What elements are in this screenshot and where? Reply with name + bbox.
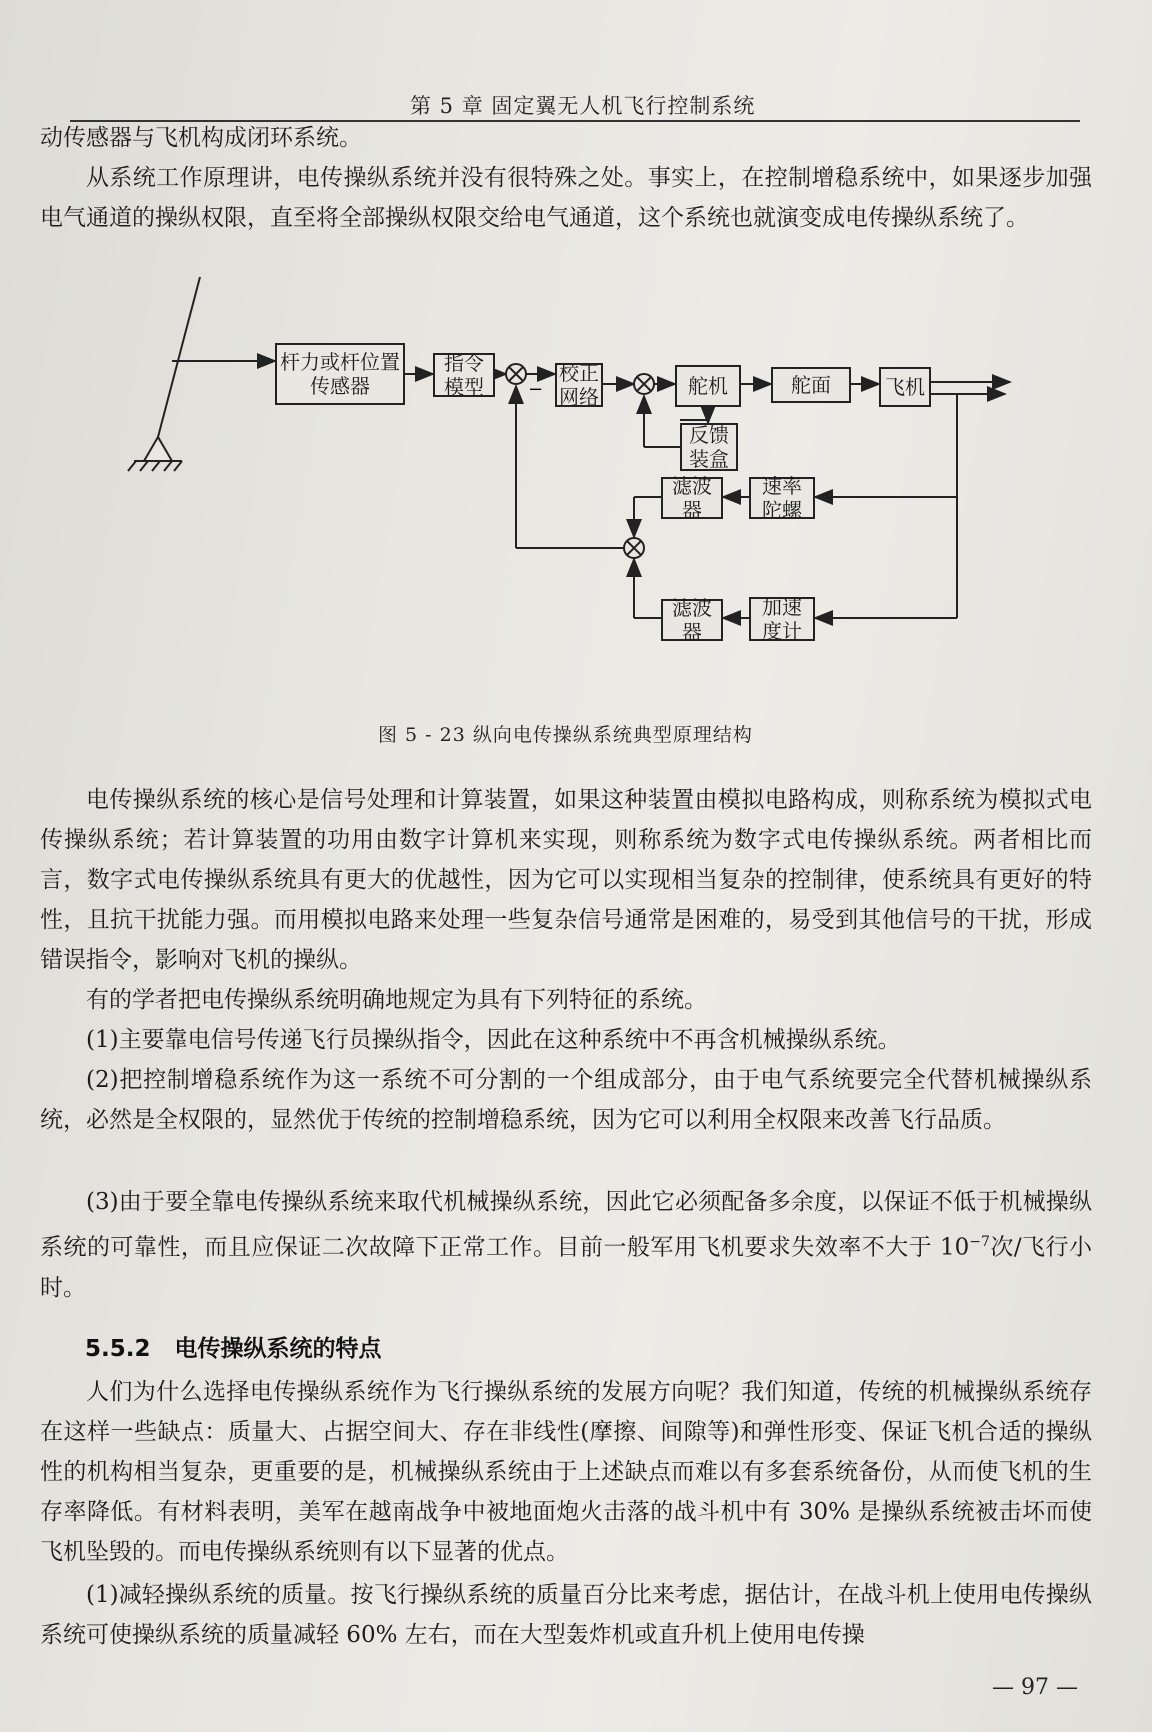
figure-caption: 图 5 - 23 纵向电传操纵系统典型原理结构 [378, 724, 753, 746]
paragraph-2: 电传操纵系统的核心是信号处理和计算装置，如果这种装置由模拟电路构成，则称系统为模拟式电传操纵系统；若计算装置的功用由数字计算机来实现，则称系统为数字式电传操纵系统。两者相比而言，数字式电传操纵系统具有更大的优越性，因为它可以实现相当复杂的控制律，使系统具有更好的特性，且抗干扰能力强。而用模拟电路来处理一些复杂信号通常是困难的，易受到其他信号的干扰，形成错误指令，影响对飞机的操纵。 [40, 787, 1092, 973]
control-surface-block: 舵面 [771, 367, 851, 403]
paragraph-7: 人们为什么选择电传操纵系统作为飞行操纵系统的发展方向呢？我们知道，传统的机械操纵系统存在这样一些缺点：质量大、占据空间大、存在非线性(摩擦、间隙等)和弹性形变、保证飞机合适的操纵性的机构相当复杂，更重要的是，机械操纵系统由于上述缺点而难以有多套系统备份，从而使飞机的生存率降低。有材料表明，美军在越南战争中被地面炮火击落的战斗机中有 30% 是操纵系统被击坏而使飞机坠毁的。而电传操纵系统则有以下显著的优点。 [40, 1379, 1092, 1565]
command-model-block: 指令模型 [433, 353, 495, 397]
paragraph-6-text: (3)由于要全靠电传操纵系统来取代机械操纵系统，因此它必须配备多余度，以保证不低于机械操纵系统的可靠性，而且应保证二次故障下正常工作。目前一般军用飞机要求失效率不大于 10 [40, 1189, 1092, 1261]
section-number: 5.5.2 [85, 1336, 151, 1362]
paragraph-8: (1)减轻操纵系统的质量。按飞行操纵系统的质量百分比来考虑，据估计，在战斗机上使用电传操纵系统可使操纵系统的质量减轻 60% 左右，而在大型轰炸机或直升机上使用电传操 [40, 1582, 1092, 1648]
correction-network-block: 校正网络 [555, 363, 603, 407]
control-stick [158, 277, 200, 437]
feedback-device-block: 反馈装盒 [680, 423, 738, 471]
paragraph-0: 动传感器与飞机构成闭环系统。 [40, 125, 362, 151]
filter-block-2: 滤波器 [661, 599, 723, 641]
paragraph-3: 有的学者把电传操纵系统明确地规定为具有下列特征的系统。 [86, 987, 707, 1013]
section-heading [85, 1330, 406, 1363]
paragraph-4: (1)主要靠电信号传递飞行员操纵指令，因此在这种系统中不再含机械操纵系统。 [86, 1027, 901, 1053]
paragraph-1: 从系统工作原理讲，电传操纵系统并没有很特殊之处。事实上，在控制增稳系统中，如果逐步加强电气通道的操纵权限，直至将全部操纵权限交给电气通道，这个系统也就演变成电传操纵系统了。 [40, 165, 1092, 231]
stick-sensor-block: 杆力或杆位置传感器 [275, 343, 405, 405]
running-header [70, 58, 1080, 122]
paragraph-6-tail: 次/飞行小时。 [40, 1234, 1093, 1301]
aircraft-block: 飞机 [879, 367, 931, 407]
servo-block: 舵机 [675, 365, 741, 407]
exponent: −7 [969, 1234, 990, 1250]
paragraph-5: (2)把控制增稳系统作为这一系统不可分割的一个组成部分，由于电气系统要完全代替机械操纵系统，必然是全权限的，显然优于传统的控制增稳系统，因为它可以利用全权限来改善飞行品质。 [40, 1067, 1092, 1133]
block-diagram [120, 265, 1040, 746]
page-number: — 97 — [992, 1675, 1078, 1700]
accelerometer-block: 加速度计 [749, 597, 815, 641]
section-title: 电传操纵系统的特点 [174, 1336, 382, 1362]
paragraph-6 [40, 1182, 1092, 1308]
diagram-connectors [120, 265, 1040, 735]
chapter-title: 第 5 章 固定翼无人机飞行控制系统 [410, 94, 756, 118]
minus-sign: − [528, 379, 544, 400]
rate-gyro-block: 速率陀螺 [749, 477, 815, 519]
filter-block-1: 滤波器 [661, 477, 723, 519]
